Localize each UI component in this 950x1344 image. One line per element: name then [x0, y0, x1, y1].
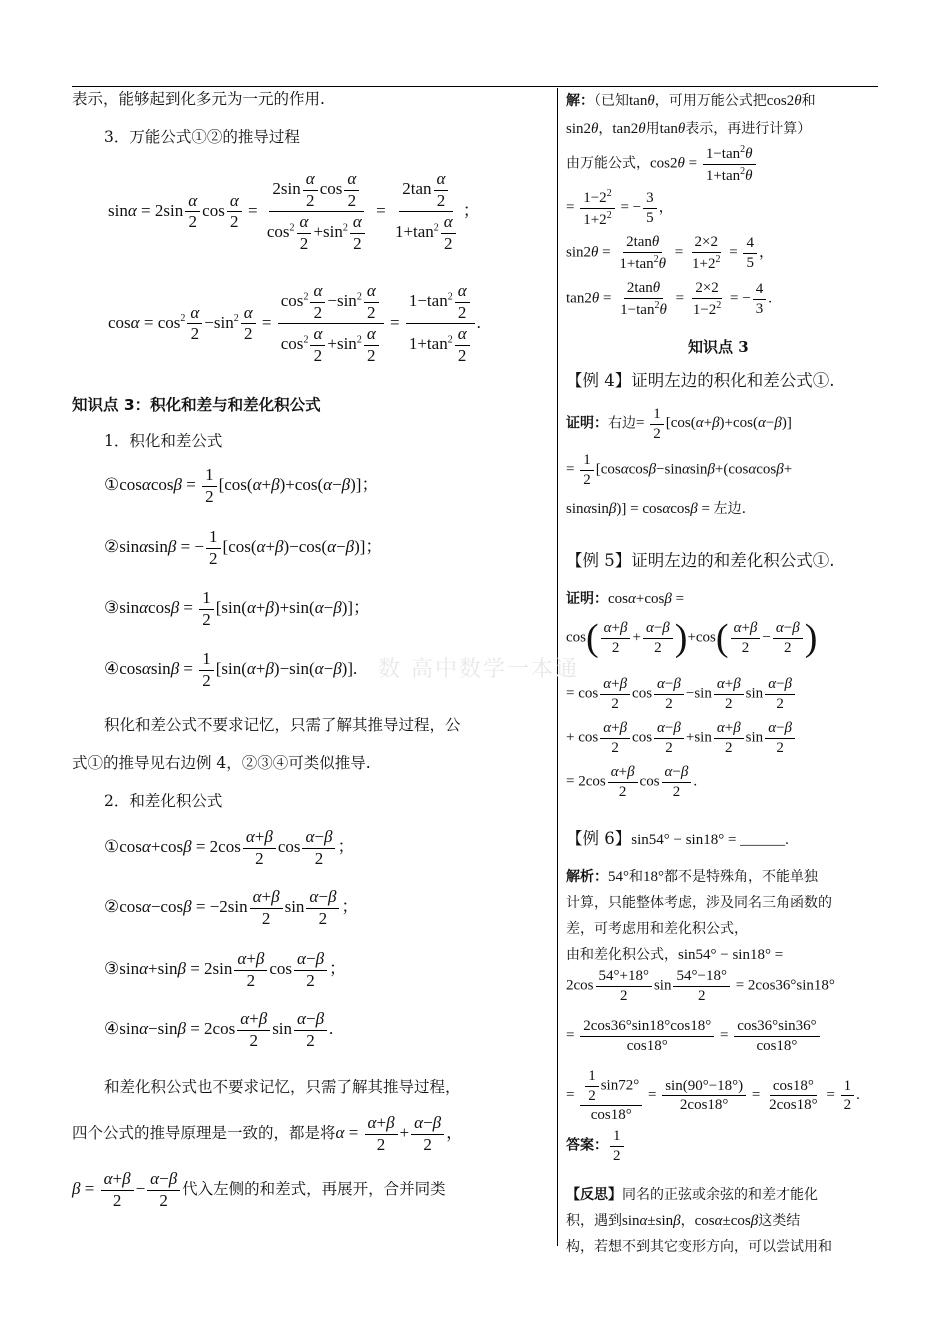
proof-4-line-3: sinαsinβ)] = cosαcosβ = 左边.: [566, 501, 747, 517]
solution-text-2c: 表示，再进行计算）: [685, 121, 812, 137]
reflection-label: 【反思】: [566, 1187, 622, 1203]
example-5-title: 【例 5】证明左边的和差化积公式①.: [566, 551, 835, 570]
left-side-text: 左边.: [713, 501, 747, 517]
solution-text-2: ，: [598, 121, 613, 137]
right-side-text: 右边: [608, 415, 636, 432]
analysis-text-1b: 都不是特殊角，不能单独: [664, 869, 818, 885]
reflection-line-2: 积，遇到sinα±sinβ，cosα±cosβ这类结: [566, 1213, 801, 1229]
proof-4-line-1: 证明：右边= $\frac{1}{2}$ [cos(α+β)+cos(α−β)]: [566, 406, 792, 442]
paragraph-1-line-1: 积化和差公式不要求记忆，只需了解其推导过程，公: [104, 716, 461, 734]
solution-line-1: 解：（已知tanθ，可用万能公式把cos2θ和: [566, 93, 816, 109]
solution-text-1: （已知: [594, 93, 629, 109]
proof-5-line-2: cos( $\frac{\alpha+\beta}{2}$ + $\frac{\alpha-\beta}{2}$ )+cos( $\frac{\alpha+\beta}{2}$ − $\frac{\alpha-\beta}{2}$ ): [566, 617, 818, 659]
knowledge-point-3-heading: 知识点 3：积化和差与和差化积公式: [72, 396, 321, 414]
formula-product-to-sum-1: ①cosαcosβ = $\frac{1}{2}$ [cos(α+β)+cos(α−β)]；: [104, 465, 379, 506]
knowledge-point-3-center: 知识点 3: [688, 338, 749, 356]
answer-line: 答案： $\frac{1}{2}$: [566, 1128, 626, 1164]
intro-line: 表示，能够起到化多元为一元的作用.: [72, 90, 325, 108]
formula-sum-to-product-1: ①cosα+cosβ = 2cos $\frac{\alpha+\beta}{2}$ cos $\frac{\alpha-\beta}{2}$ ；: [104, 827, 355, 868]
proof-label: 证明：: [566, 415, 608, 432]
analysis-text-4: 由和差化积公式，: [566, 947, 678, 963]
analysis-eq-2: = $\frac{2\cos 36^\circ\sin 18^\circ\cos 18^\circ}{\cos 18^\circ}$ = $\frac{\cos 36^\circ\sin 36^\circ}{\cos 18^\circ}$: [566, 1018, 822, 1054]
paragraph-2-line-3-text: 代入左侧的和差式，再展开，合并同类: [182, 1180, 446, 1199]
watermark: 数 高中数学一本通: [378, 657, 579, 682]
solution-cos2theta-value: = $\frac{1-2^2}{1+2^2}$ = − $\frac{3}{5}$ ，: [566, 188, 674, 228]
paragraph-1-line-2: 式①的推导见右边例 4，②③④可类似推导.: [72, 754, 371, 772]
example-4-title: 【例 4】证明左边的积化和差公式①.: [566, 371, 835, 390]
paragraph-2-line-2-text: 四个公式的推导原理是一致的，都是将: [72, 1124, 336, 1143]
analysis-line-4: 由和差化积公式，sin54° − sin18° =: [566, 947, 784, 963]
formula-sum-to-product-3: ③sinα+sinβ = 2sin $\frac{\alpha+\beta}{2}$ cos $\frac{\alpha-\beta}{2}$ ；: [104, 949, 347, 990]
formula-product-to-sum-4: ④cosαsinβ = $\frac{1}{2}$ [sin(α+β)−sin(α−β)].: [104, 649, 358, 690]
top-rule: [72, 86, 878, 87]
example-6-label: 【例 6】: [566, 829, 632, 848]
analysis-line-2: 计算，只能整体考虑，涉及同名三角函数的: [566, 895, 832, 911]
reflection-text-2c: 这类结: [758, 1213, 801, 1229]
analysis-line-3: 差，可考虑用和差化积公式，: [566, 921, 748, 937]
analysis-label: 解析：: [566, 869, 608, 885]
reflection-line-1: [566, 1184, 818, 1206]
analysis-line-1: 解析：54°和18°都不是特殊角，不能单独: [566, 869, 818, 885]
formula-sum-to-product-4: ④sinα−sinβ = 2cos $\frac{\alpha+\beta}{2}$ sin $\frac{\alpha-\beta}{2}$ .: [104, 1009, 334, 1050]
solution-cos2theta: 由万能公式，cos2θ = $\frac{1-\tan^2\theta}{1+\tan^2\theta}$: [566, 144, 758, 184]
paragraph-2-line-2: 四个公式的推导原理是一致的，都是将α = $\frac{\alpha+\beta}{2}$ + $\frac{\alpha-\beta}{2}$ ，: [72, 1113, 464, 1154]
analysis-eq-3: = $\frac{1}{2}$ sin72° cos18° = $\frac{\sin(90^\circ-18^\circ)}{2\cos 18^\circ}$ = $\frac{\cos 18^\circ}{2\cos 18^\circ}$ = $\frac{1}{2}$ .: [566, 1068, 860, 1123]
reflection-text-2: 积，遇到: [566, 1213, 622, 1229]
proof-5-line-1: 证明：cosα+cosβ =: [566, 591, 685, 607]
formula-product-to-sum-3: ③sinαcosβ = $\frac{1}{2}$ [sin(α+β)+sin(α−β)]；: [104, 588, 371, 629]
formula-product-to-sum-2: ②sinαsinβ = − $\frac{1}{2}$ [cos(α+β)−cos(α−β)]；: [104, 527, 383, 568]
formula-sum-to-product-2: ②cosα−cosβ = −2sin $\frac{\alpha+\beta}{2}$ sin $\frac{\alpha-\beta}{2}$ ；: [104, 887, 359, 928]
proof-5-line-3: = cos $\frac{\alpha+\beta}{2}$ cos $\frac{\alpha-\beta}{2}$ −sin $\frac{\alpha+\beta}{2}$ sin $\frac{\alpha-\beta}{2}$: [566, 676, 797, 712]
solution-text-1c: 和: [801, 93, 816, 109]
solution-label: 解：: [566, 93, 594, 109]
solution-text-2b: 用: [645, 121, 660, 137]
solution-sin2theta: sin2θ = $\frac{2\tan\theta}{1+\tan^2\theta}$ = $\frac{2\times 2}{1+2^2}$ = $\frac{4}{5}$ ，: [566, 234, 774, 272]
formula-cos-universal: $\cos\alpha = \cos^2$ $\frac{\alpha}{2}$ $-\sin^2$ $\frac{\alpha}{2}$ = $\cos^2$ $\frac{\alpha}{2}$ $-\sin^2$ $\frac{\alpha}{2}$ $\cos^2$ $\frac{\alpha}{2}$ $+\sin^2$ $\frac{\alpha}{2}$ = $1-\tan^2$ $\frac{\alpha}{2}$ $1+\tan^2$ $\frac{\alpha}{2}$ .: [108, 281, 481, 366]
example-6-title: 【例 6】sin54° − sin18° = ______.: [566, 829, 789, 848]
analysis-text-1: 和: [629, 869, 643, 885]
subsection-2-title: 2．和差化积公式: [104, 792, 223, 810]
solution-tan2theta: tan2θ = $\frac{2\tan\theta}{1-\tan^2\theta}$ = $\frac{2\times 2}{1-2^2}$ = − $\frac{4}{3}$ .: [566, 280, 772, 318]
proof-5-label: 证明：: [566, 591, 608, 607]
paragraph-2-line-3: β = $\frac{\alpha+\beta}{2}$ − $\frac{\alpha-\beta}{2}$ 代入左侧的和差式，再展开，合并同类: [72, 1169, 446, 1210]
solution-line-2: sin2θ，tan2θ用tanθ表示，再进行计算）: [566, 121, 812, 137]
reflection-text-2b: ，: [680, 1213, 695, 1229]
analysis-eq-1: 2cos $\frac{54^\circ+18^\circ}{2}$ sin $\frac{54^\circ-18^\circ}{2}$ = 2cos36°sin18°: [566, 968, 835, 1004]
solution-text-3: 由万能公式，: [566, 155, 650, 172]
proof-4-line-2: = $\frac{1}{2}$ [cosαcosβ−sinαsinβ+(cosαcosβ+: [566, 452, 793, 488]
solution-text-1b: ，可用万能公式把: [654, 93, 767, 109]
reflection-text-1: 同名的正弦或余弦的和差才能化: [622, 1187, 818, 1203]
formula-sin-universal: sinα = 2sin $\frac{\alpha}{2}$ cos $\frac{\alpha}{2}$ = 2sin $\frac{\alpha}{2}$ cos $\frac{\alpha}{2}$ $\cos^2$ $\frac{\alpha}{2}$ $+\sin^2$ $\frac{\alpha}{2}$ = 2tan $\frac{\alpha}{2}$ $1+\tan^2$ $\frac{\alpha}{2}$ ；: [108, 169, 480, 254]
subsection-1-title: 1．积化和差公式: [104, 432, 223, 450]
proof-5-line-4: + cos $\frac{\alpha+\beta}{2}$ cos $\frac{\alpha-\beta}{2}$ +sin $\frac{\alpha+\beta}{2}$ sin $\frac{\alpha-\beta}{2}$: [566, 720, 797, 756]
proof-5-line-5: = 2cos $\frac{\alpha+\beta}{2}$ cos $\frac{\alpha-\beta}{2}$ .: [566, 764, 698, 800]
section-3-title: 3．万能公式①②的推导过程: [104, 128, 300, 146]
reflection-line-3: 构，若想不到其它变形方向，可以尝试用和: [566, 1239, 832, 1255]
answer-label: 答案：: [566, 1137, 608, 1154]
paragraph-2-line-1: 和差化积公式也不要求记忆，只需了解其推导过程，: [104, 1078, 461, 1096]
